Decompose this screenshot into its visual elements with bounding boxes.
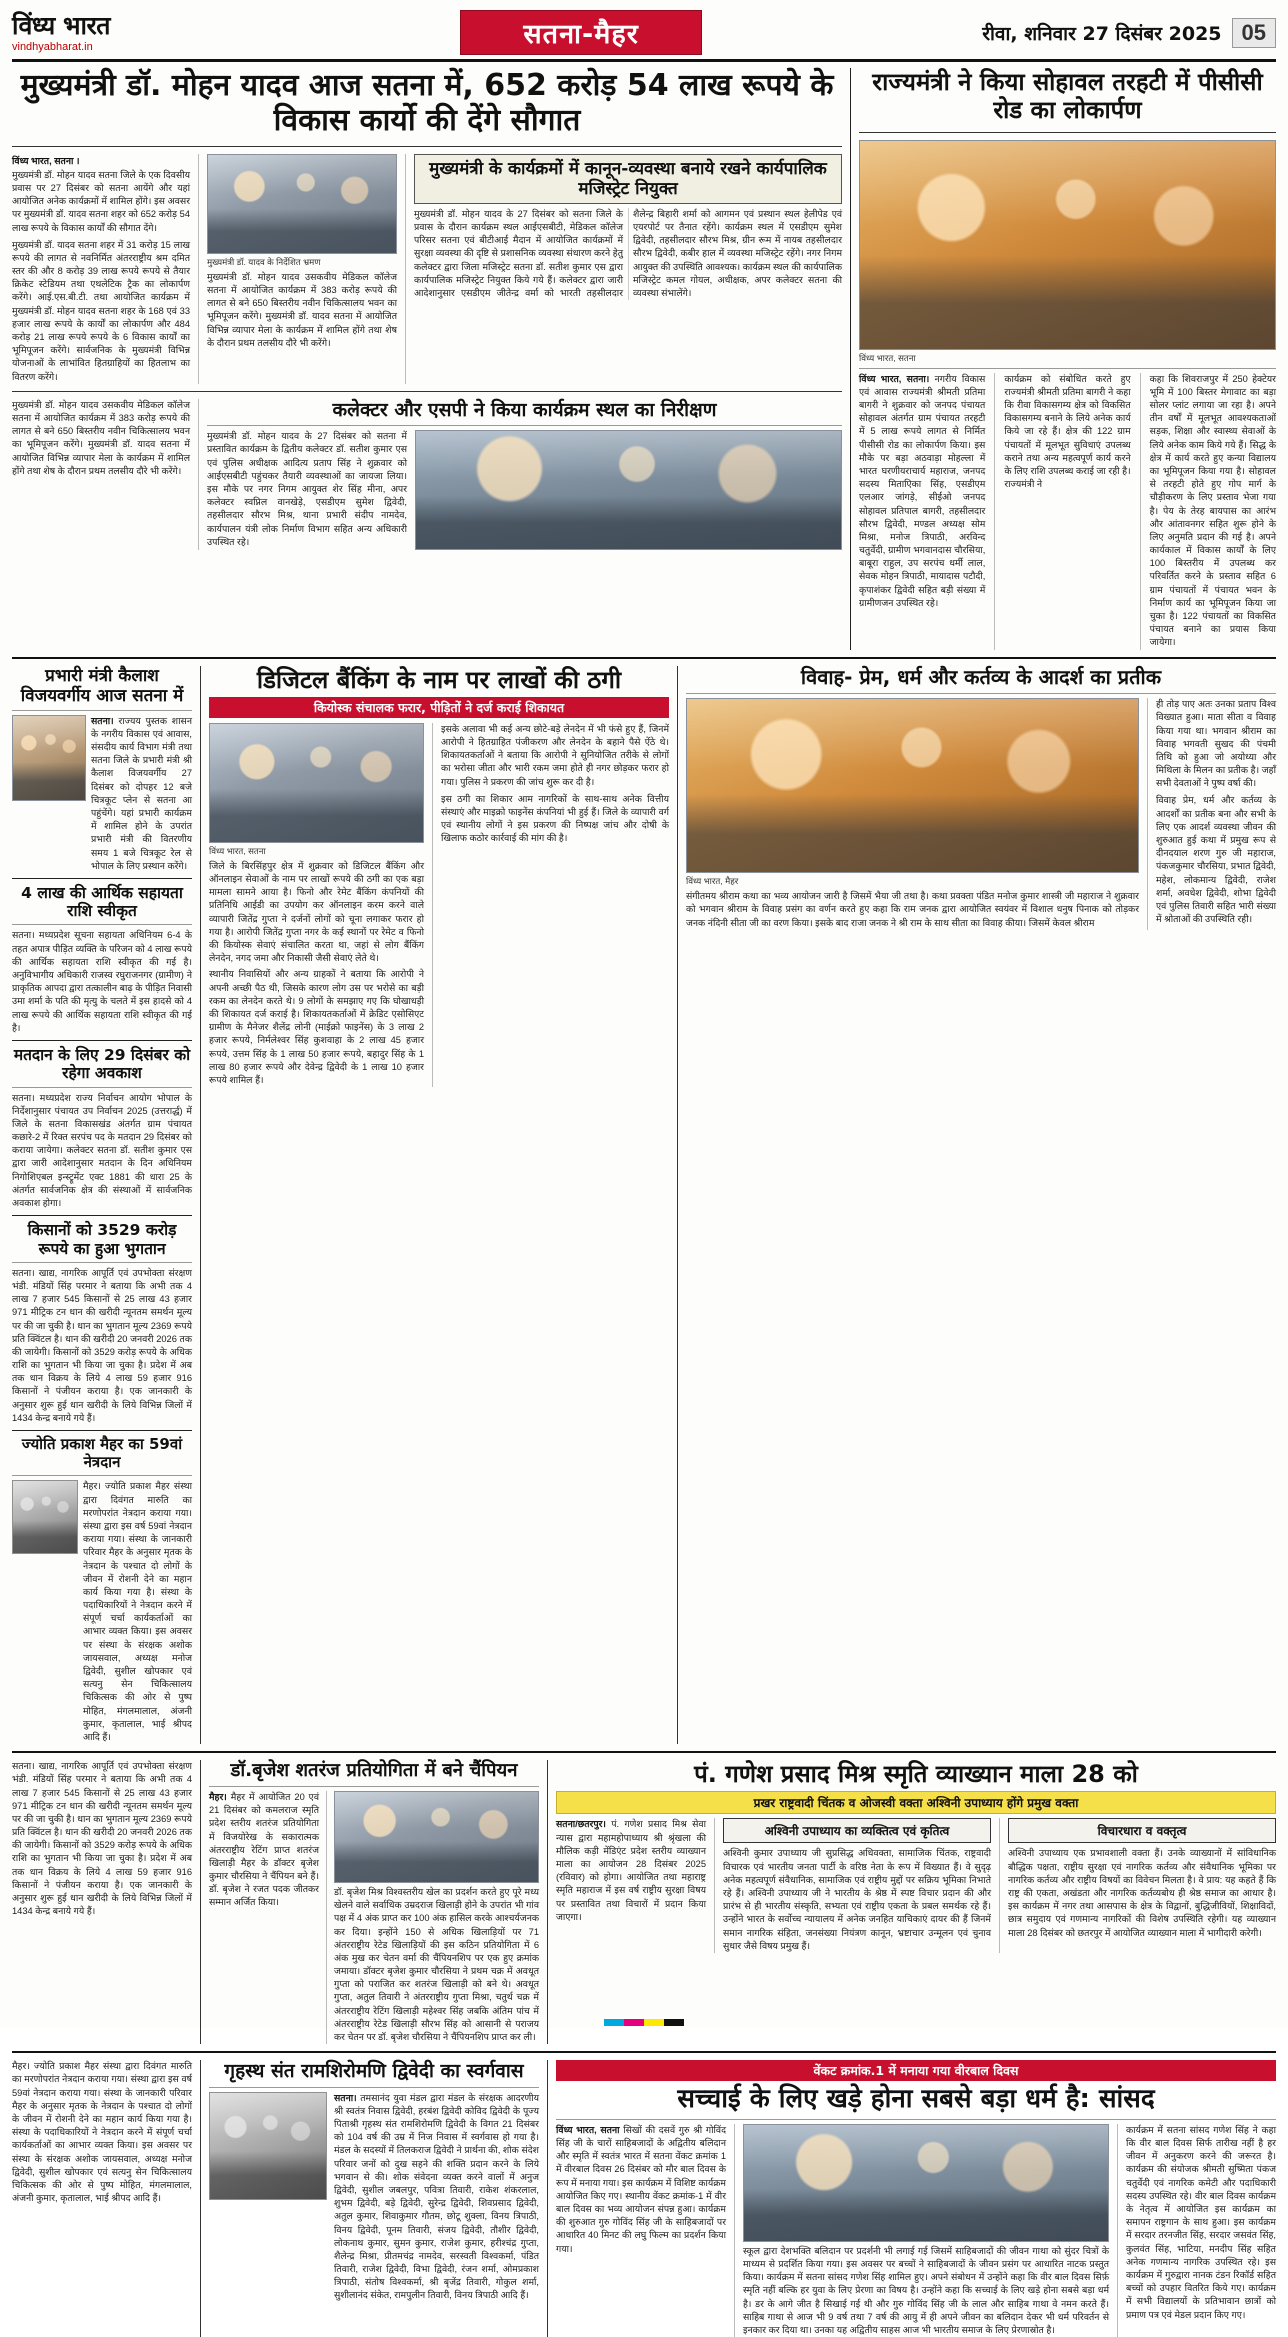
lead-para-3: मुख्यमंत्री डॉ. मोहन यादव उसकवीय मेडिकल कॉलेज सतना में आयोजित कार्यक्रम में 383 करोड़ रूपये की लागत से बने 650 बिस्तरीय नवीन चिकित्सालय भवन का भूमिपूजन करेंगे। मुख्यमंत्री डॉ. यादव सतना में आयोजित विभिन्न व्यापार मेला के कार्यक्रम में शामिल होंगे तथा शेष के दौरान प्रथम तलसीय दौरे भी करेंगे। (207, 271, 397, 348)
chess-headline: डॉ.बृजेश शतरंज प्रतियोगिता में बने चैंपियन (230, 1760, 518, 1782)
eye-text: मैहर। ज्योति प्रकाश मैहर संस्था द्वारा दिवंगत मारुति का मरणोपरांत नेत्रदान कराया गया। संस्था द्वारा इस वर्ष 59वां नेत्रदान कराया गया। संस्था के जानकारी परिवार मैहर के अनुसार मृतक के नेत्रदान के पश्चात दो लोगों के जीवन में रोशनी देने का महान कार्य किया गया है। संस्था के पदाधिकारियों ने नेत्रदान करने में संपूर्ण चर्चा कार्यकर्ताओं का आभार व्यक्त किया। इस अवसर पर संस्था के संरक्षक अशोक जायसवाल, अध्यक्ष मनोज द्विवेदी, सुशील खोपकार एवं सत्यनु सेन चिकित्सालय चिकित्सक की ओर से पुष्प मोहित, मंगलमालाल, अंजनी कुमार, कृतालाल, भाई श्रीपद आदि हैं। (83, 1481, 192, 1742)
left-rail-continued (12, 1760, 192, 2044)
lead-para-1: मुख्यमंत्री डॉ. मोहन यादव सतना जिले के एक दिवसीय प्रवास पर 27 दिसंबर को सतना आयेंगे और यहां आयोजित अनेक कार्यक्रमों में शामिल होंगे। इस अवसर पर मुख्यमंत्री डॉ. यादव सतना शहर को 652 करोड़ 54 लाख रूपये के विकास कार्यों की सौगात देंगे। (12, 169, 190, 233)
lecture-subhead: प्रखर राष्ट्रवादी चिंतक व ओजस्वी वक्ता अश्विनी उपाध्याय होंगे प्रमुख वक्ता (556, 1791, 1276, 1814)
side2-text: मुख्यमंत्री डॉ. मोहन यादव के 27 दिसंबर को सतना में प्रस्तावित कार्यक्रम के द्वितीय कलेक्टर डॉ. सतीश कुमार एस एवं पुलिस अधीक्षक आदित्य प्रताप सिंह ने शुक्रवार को आईएसबीटी पहुंचकर तैयारी व्यवस्थाओं का जायजा लिया। इस मौके पर नगर निगम आयुक्त शेर सिंह मीना, अपर कलेक्टर स्वप्निल वानखेड़े, एसडीएम सुमेश द्विवेदी, तहसीलदार सौरभ मिश्र, थाना प्रभारी संदीप नामदेव, कार्यपालन यंत्री लोक निर्माण विभाग सहित अन्य अधिकारी उपस्थित रहे। (207, 431, 407, 547)
veerbal-para-3: कार्यक्रम में सतना सांसद गणेश सिंह ने कहा कि वीर बाल दिवस सिर्फ तारीख नहीं है हर जीवन में अनुकरण करने की जरूरत है। कार्यक्रम की संयोजक श्रीमती सुष्मिता पंकज चतुर्वेदी एवं नागरिक कमेटी और पदाधिकारी सदस्य उपस्थित रहे। वीर बाल दिवस कार्यक्रम के नेतृत्व में आयोजित इस कार्यक्रम का समापन राष्ट्रगान के साथ हुआ। इस कार्यक्रम में सरदार तरनजीत सिंह, सरदार जसवंत सिंह, कुलवंत सिंह, भाटिया, मनदीप सिंह सहित अनेक गणमान्य नागरिक उपस्थित रहे। इस कार्यक्रम में गुरुद्वारा नानक टंडन रिकॉर्ड सहित बच्चों को उपहार वितरित किये गए। कार्यक्रम में सभी विद्यालयों के प्रतिभावान छात्रों को प्रमाण पत्र एवं मेडल प्रदान किए गए। (1126, 2124, 1276, 2320)
veerbal-dateline: विंध्य भारत, सतना (556, 2124, 620, 2135)
veerbal-subhead: वेंकट क्रमांक.1 में मनाया गया वीरबाल दिवस (556, 2060, 1276, 2081)
side2-headline: कलेक्टर और एसपी ने किया कार्यक्रम स्थल का निरीक्षण (332, 398, 717, 421)
lead-headline: मुख्यमंत्री डॉ. मोहन यादव आज सतना में, 652 करोड़ 54 लाख रूपये के विकास कार्यो की देंगे सौगात (20, 68, 834, 139)
right-top-para-3: कहा कि शिवराजपुर में 250 हेक्टेयर भूमि में 100 बिस्तर मेगावाट का बड़ा सोलर प्लांट लगाया जा रहा है। अपने तीन वर्षों में मूलभूत आवश्यकताओं सड़क, शिक्षा और स्वास्थ्य सेवाओं के लिये अनेक काम किये गये हैं। सिद्ध के क्षेत्र में कार्य करते हुए कन्या विद्यालय का भूमिपूजन किया गया है। सोहावल से तरहटी होते हुए गोप मार्ग के चौड़ीकरण के लिए प्रस्ताव भेजा गया है। पेय के तेरह बायपास का आरंभ और आंतावनगर सहित शुरू होने के लिए अनुमति प्रदान की गई है। अपने कार्यकाल में विकास कार्यों के लिए 100 बिस्तरीय में उपलब्ध कर परिवर्तित करने के प्रस्ताव सहित 6 ग्राम पंचायतों में पंचायत भवन के निर्माण कार्य का भूमिपूजन किया जा चुका है। 122 पंचायतों का विकसित पंचायत बनाने का प्रयास किया जायेगा। (1149, 373, 1276, 648)
masthead-right (982, 10, 1276, 55)
lead-story (12, 68, 842, 650)
masthead (12, 10, 1276, 62)
lecture-dateline: सतना/छतरपुर। (556, 1819, 606, 1830)
chess-para-2: डॉ. बृजेश मिश्र विश्वस्तरीय खेल का प्रदर्शन करते हुए पूरे मध्य खेलने वाले सर्वाधिक उम्रदराज खिलाड़ी होने के उपरांत भी गांव पक्ष में 4 अंक प्राप्त कर 100 अंक हासिल करके आश्चर्यजनक कर दिया। इन्होंने 150 से अधिक खिलाड़ियों पर 71 अंतरराष्ट्रीय रेटेड खिलाड़ियों की इस कठिन प्रतियोगिता में 6 अंक मुख कर चेतन वर्मा की चैंपियनशिप पर एक हुए क्रमांक जमाया। डॉक्टर बृजेश कुमार चौरसिया ने प्रथम चक्र में अवधूत गुप्ता को पराजित कर शतरंज खिलाड़ी को बने थे। अवधूत गुप्ता, अतुल तिवारी ने अंतरराष्ट्रीय गुप्ता मिश्रा, चतुर्थ चक्र में अंतरराष्ट्रीय रेटिंग खिलाड़ी महेश्वर सिंह जबकि अंतिम पांच में अंतरराष्ट्रीय रेटेड खिलाड़ी सौरभ सिंह को आसानी से पराजय कर चेतन पर डॉ. बृजेश चौरसिया ने चैंपियनशिप प्राप्त कर ली। (334, 1886, 539, 2043)
bottom-band (12, 2060, 1276, 2337)
eye-donor-photo (12, 1480, 78, 1554)
lead-para-2: मुख्यमंत्री डॉ. यादव सतना शहर में 31 करोड़ 15 लाख रूपये की लागत से नवनिर्मित अंतरराष्ट्रीय श्रम दमित स्तर की और 8 करोड़ 39 लाख रूपये रूपये से तैयार क्रिकेट स्टेडियम तथा एथलेटिक ट्रैक का लोकार्पण करेंगे। आई.एस.बी.टी. तथा आयोजित कार्यक्रम में मुख्यमंत्री डॉ. मोहन यादव सतना शहर के 168 एवं 33 हजार लाख रूपये के कार्यों का लोकार्पण और 484 करोड़ 21 लाख रूपये रूपये के 6 विकास कार्यों का भूमिपूजन करेंगे। सार्वजनिक के मुख्यमंत्री विभिन्न योजनाओं के लाभांवित हितग्राहियों का हितलाभ का वितरण करेंगे। (12, 239, 190, 382)
right-top-para-2: कार्यक्रम को संबोधित करते हुए राज्यमंत्री श्रीमती प्रतिमा बागरी ने कहा कि रीवा विकासगम्य क्षेत्र को विकसित विकासगम्य बनाने के लिये अनेक कार्य किये जा रहे हैं। क्षेत्र की 122 ग्राम पंचायतों में मूलभूत सुविधाएं उपलब्ध कराने तथा अन्य महत्वपूर्ण कार्य करने के लिए राशि उपलब्ध कराई जा रही है। राज्यमंत्री ने (1004, 373, 1131, 490)
right-top-photo (859, 140, 1276, 350)
wedding-para-3: विवाह प्रेम, धर्म और कर्तव्य के आदर्शों का प्रतीक बना और सभी के लिए एक आदर्श व्यवस्था जीवन की शुरुआत हुई कथा में प्रमुख रूप से दीनदयाल शरण गुरु जी महाराज, पंकजकुमार चौरसिया, प्रभात द्विवेदी, महेश, लोकमान्य द्विवेदी, राजेश शर्मा, अवधेश द्विवेदी, शोभा द्विवेदी एवं पुलिस तिवारी सहित भारी संख्या में श्रोताओं की उपस्थिति रही। (1156, 795, 1276, 925)
edition-date: रीवा, शनिवार 27 दिसंबर 2025 (982, 22, 1222, 45)
right-top-headline: राज्यमंत्री ने किया सोहावल तरहटी में पीसीसी रोड का लोकार्पण (872, 68, 1263, 125)
right-top-para-1: नगरीय विकास एवं आवास राज्यमंत्री श्रीमती प्रतिमा बागरी ने शुक्रवार को जनपद पंचायत सोहावल अंतर्गत ग्राम पंचायत तरहटी में 5 लाख रूपये लागत से निर्मित पीसीसी रोड का लोकार्पण किया। इस मौके पर बड़ा अठवाड़ा मोहल्ला में भारत घरणीयराचार्य महाराज, जनपद सदस्य मिताएिका सिंह, एसडीएम एलआर जांगड़े, सीईओ जनपद सोहावल प्रतिपाल बागरी, तहसीलदार सौरभ द्विवेदी, मण्डल अध्यक्ष सोम मिश्रा, मनोज त्रिपाठी, अरविन्द चतुर्वेदी, ग्रामीण भगवानदास चौरसिया, बाबूरा राहुल, उप सरपंच धर्मी लाल, सेवक मोहन त्रिपाठी, मायादास पटौदी, कृपाशंकर द्विवेदी सहित बड़ी संख्या में ग्रामीणजन उपस्थित रहे। (859, 373, 986, 608)
obituary-headline: गृहस्थ संत रामशिरोमणि द्विवेदी का स्वर्गवास (224, 2060, 524, 2083)
lecture-para-2: अश्विनी कुमार उपाध्याय जी सुप्रसिद्ध अधिवक्ता, सामाजिक चिंतक, राष्ट्रवादी विचारक एवं भारतीय जनता पार्टी के वरिष्ठ नेता के रूप में विख्यात हैं। वे सुदृढ़ अनेक महत्वपूर्ण संवैधानिक, सामाजिक एवं राष्ट्रीय मुद्दों पर सक्रिय भूमिका निभाते रहे हैं। अश्विनी उपाध्याय जी ने भारतीय के श्रेष्ठ में स्पष्ट विचार प्रदान की और प्रारंभ से ही भारतीय संस्कृति, सभ्यता एवं राष्ट्रीय एकता के प्रबल समर्थक रहे हैं। उन्होंने भारत के सर्वोच्च न्यायालय में अनेक जनहित याचिकाएं दायर की हैं जिनमें समान नागरिक संहिता, जनसंख्या नियंत्रण कानून, भ्रष्टाचार उन्मूलन एवं चुनाव सुधार जैसे विषय प्रमुख हैं। (723, 1848, 991, 1951)
obituary-story (209, 2060, 539, 2337)
right-top-dateline: विंध्य भारत, सतना। (859, 373, 930, 384)
left-rail (12, 666, 192, 1745)
chess-story (209, 1760, 539, 2044)
side1-headline: मुख्यमंत्री के कार्यक्रमों में कानून-व्यवस्था बनाये रखने कार्यपालिक मजिस्ट्रेट नियुक्त (414, 154, 842, 204)
lecture-col-head-1: अश्विनी उपाध्याय का व्यक्तित्व एवं कृतित्व (723, 1818, 991, 1843)
side2-photo (415, 430, 842, 550)
middle-band (12, 666, 1276, 1745)
minister-photo (12, 715, 86, 801)
aid-headline: 4 लाख की आर्थिक सहायता राशि स्वीकृत (21, 883, 183, 921)
veerbal-headline: सच्चाई के लिए खड़े होना सबसे बड़ा धर्म है: सांसद (677, 2084, 1155, 2115)
lecture-para-3: अश्विनी उपाध्याय एक प्रभावशाली वक्ता हैं। उनके व्याख्यानों में सांविधानिक बौद्धिक पक्षता, राष्ट्रीय सुरक्षा एवं नागरिक कर्तव्य और संवैधानिक भूमिका पर नागरिक कर्तव्य और राष्ट्रीय विषयों का विवेचन मिलता है। वे प्राय: यह कहते हैं कि राष्ट्र की एकता, अखंडता और नागरिक कर्तव्यबोध ही श्रेष्ठ समाज का आधार है। इस कार्यक्रम में नगर तथा आसपास के क्षेत्र के विद्वानों, बुद्धिजीवियों, शिक्षाविदों, छात्र समुदाय एवं गणमान्य नागरिकों की विशेष उपस्थिति रहेगी। यह व्याख्यान माला 28 दिसंबर को छतरपुर में आयोजित व्याख्यान माला में भागीदारी करेगी। (1008, 1848, 1276, 1938)
holiday-headline: मतदान के लिए 29 दिसंबर को रहेगा अवकाश (13, 1045, 191, 1083)
top-band (12, 68, 1276, 650)
chess-para-1: मैहर में आयोजित 20 एवं 21 दिसंबर को कमलराज स्मृति प्रदेश स्तरीय शतरंज प्रतियोगिता में विजयोरेख के सकारात्मक अंतरराष्ट्रीय रेटिंग प्राप्त शतरंज खिलाड़ी मैहर के डॉक्टर बृजेश कुमार चौरसिया ने चैंपियन बने हैं। डॉ. बृजेश ने रजत पदक जीतकर सम्मान अर्जित किया। (209, 1791, 319, 1908)
third-band (12, 1760, 1276, 2044)
obituary-text: तमसानंद युवा मंडल द्वारा मंडल के संरक्षक आदरणीय श्री स्वतंत्र निवास द्विवेदी, हरबंश द्विवेदी कोविद द्विवेदी के पूज्य पिताश्री गृहस्थ संत रामशिरोमणि द्विवेदी के विगत 21 दिसंबर को 104 वर्ष की उम्र में निज निवास में स्वर्गवास हो गया है। मंडल के सदस्यों में तिलकराज द्विवेदी ने प्रार्थना की, शोक संदेश परिवार जनों को दुख सहने की शक्ति प्रदान करने के लिये भगवान से की। शोक संवेदना व्यक्त करने वालों में अनुज द्विवेदी, सुशील जबलपुर, पवित्रा तिवारी, राकेश शंकरलाल, शुभम द्विवेदी, बड़े द्विवेदी, सुरेन्द्र द्विवेदी, शिवप्रसाद द्विवेदी, अतुल कुमार, शिवाकुमार गौतम, छोटू शुक्ला, विनय त्रिपाठी, विनय द्विवेदी, पूनम तिवारी, संजय द्विवेदी, तौशीर द्विवेदी, लोकनाथ कुमार, सुमन कुमार, राजेश कुमार, हरीश्चंद्र गुप्ता, शैलेन्द्र मिश्रा, प्रीतमचंद्र नामदेव, सरस्वती विश्वकर्मा, पंडित तिवारी, राजेश द्विवेदी, विभा द्विवेदी, रंजन शर्मा, ओमप्रकाश त्रिपाठी, संतोष विश्वकर्मा, श्री बृजेंद्र तिवारी, गोकुल शर्मा, सुशीलानंद संकेत, रामपुलीन तिवारी, विनय त्रिपाठी आदि हैं। (334, 2092, 539, 2301)
wedding-para-2: ही तोड़ पाए अतः उनका प्रताप विश्व विख्यात हुआ। माता सीता व विवाह किया गया था। भगवान श्रीराम का विवाह भगवती सुखद की पंचमी तिथि को हुआ जो अयोध्या और मिथिला के मिलन का प्रतीक है। जहाँ सभी देवताओं ने पुष्प वर्षा की। (1156, 699, 1276, 789)
minister-text: राज्यय पुस्तक शासन के नगरीय विकास एवं आवास, संसदीय कार्य विभाग मंत्री तथा सतना जिले के प्रभारी मंत्री श्री कैलाश विजयवर्गीय 27 दिसंबर को दोपहर 12 बजे चित्रकूट प्लेन से सतना आ पहुंचेंगे। यहां प्रभारी कार्यक्रम में शामिल होने के उपरांत प्रभारी मंत्री की वितरणीय समय 1 बजे चित्रकूट रेल से भोपाल के लिए प्रस्थान करेंगे। (91, 715, 192, 871)
obituary-photo (209, 2092, 327, 2200)
obituary-dateline: सतना। (334, 2092, 357, 2103)
page-number: 05 (1232, 18, 1276, 48)
banking-para-4: इस ठगी का शिकार आम नागरिकों के साथ-साथ अनेक वित्तीय संस्थाएं और माइक्रो फाइनेंस कंपनियां भी हुई हैं। जिले के व्यापारी वर्ग एवं स्थानीय लोगों ने इस प्रकरण की निष्पक्ष जांच और दोषी के खिलाफ कठोर कार्रवाई की मांग की है। (441, 793, 669, 844)
edition-banner: सतना-मैहर (460, 10, 701, 55)
wedding-headline: विवाह- प्रेम, धर्म और कर्तव्य के आदर्श का प्रतीक (800, 664, 1162, 689)
lecture-headline: पं. गणेश प्रसाद मिश्र स्मृति व्याख्यान माला 28 को (694, 1760, 1138, 1789)
lecture-col-head-2: विचारधारा व वक्तृत्व (1008, 1818, 1276, 1843)
lead-left-spill: मुख्यमंत्री डॉ. मोहन यादव उसकवीय मेडिकल कॉलेज सतना में आयोजित कार्यक्रम में 383 करोड़ रूपये की लागत से बने 650 बिस्तरीय नवीन चिकित्सालय भवन का भूमिपूजन करेंगे। मुख्यमंत्री डॉ. यादव सतना में आयोजित विभिन्न व्यापार मेला के कार्यक्रम में शामिल होंगे तथा शेष के दौरान प्रथम तलसीय दौरे भी करेंगे। (12, 399, 190, 476)
banking-subhead: कियोस्क संचालक फरार, पीड़ितों ने दर्ज कराई शिकायत (209, 697, 669, 718)
veerbal-story (556, 2060, 1276, 2337)
minister-dateline: सतना। (91, 715, 114, 726)
lead-dateline: विंध्य भारत, सतना । (12, 155, 80, 166)
lead-photo-caption: मुख्यमंत्री डॉ. यादव के निर्देशित भ्रमण (207, 256, 321, 267)
banking-photo (209, 723, 424, 843)
banking-para-3: इसके अलावा भी कई अन्य छोटे-बड़े लेनदेन में भी फंसे हुए हैं, जिनमें आरोपी ने हितग्राहित पंजीकरण और लेनदेन के बहाने पैसे ऐंठे थे। शिकायतकर्ताओं ने बताया कि आरोपी ने सुनियोजित तरीके से लोगों का भरोसा जीता और भारी रकम जमा होते ही नगर छोड़कर फरार हो गया। पुलिस ने प्रकरण की जांच शुरू कर दी है। (441, 723, 669, 787)
banking-headline: डिजिटल बैंकिंग के नाम पर लाखों की ठगी (256, 665, 622, 694)
veerbal-para-1: सिखों की दसवें गुरु श्री गोविंद सिंह जी के चारों साहिबजादों के अद्वितीय बलिदान और स्मृति में स्वतंत्र भारत में सतना वेंकट क्रमांक 1 में वीरबाल दिवस 26 दिसंबर को मौर बाल दिवस के रूप में मनाया गया। इस कार्यक्रम में विशिष्ट कार्यक्रम आयोजित किए गए। स्थानीय वेंकट क्रमांक-1 में वीर बाल दिवस का भव्य आयोजन संपन्न हुआ। कार्यक्रम की शुरुआत गुरु गोविंद सिंह जी के साहिबजादों पर आधारित 40 मिनट की लघु फिल्म का प्रदर्शन किया गया। (556, 2124, 727, 2254)
side1-text: मुख्यमंत्री डॉ. मोहन यादव के 27 दिसंबर को सतना जिले के प्रवास के दौरान कार्यक्रम स्थल आईएसबीटी, मेडिकल कॉलेज परिसर सतना एवं बीटीआई मैदान में आयोजित कार्यक्रमों में सुरक्षा व्यवस्था की दृष्टि से प्रशासनिक व्यवस्था संधारण करने हेतु कलेक्टर द्वारा जिला मजिस्ट्रेट सतना डॉ. सतीश कुमार एस द्वारा कार्यपालिक मजिस्ट्रेट नियुक्त किये गये हैं। कलेक्टर द्वारा जारी आदेशानुसार एसडीएम जीतेन्द्र वर्मा को भारती तहसीलदार शैलेन्द्र बिहारी शर्मा को आगमन एवं प्रस्थान स्थल हेलीपेड एवं एयरपोर्ट पर तैनात रहेंगे। कार्यक्रम स्थल में एसडीएम सुमेश द्विवेदी, तहसीलदार सौरभ मिश्र, ग्रीन रूम में नायब तहसीलदार सौरभ द्विवेदी, कबीर हाल में व्यवस्था मजिस्ट्रेट रहेंगे। नगर निगम आयुक्त की उपस्थिति आवश्यक। कार्यक्रम स्थल की कार्यपालिक मजिस्ट्रेट कमल गोयल, अधीक्षक, अपर कलेक्टर सतना की व्यवस्था संभालेंगे। (414, 208, 842, 298)
eye-headline: ज्योति प्रकाश मैहर का 59वां नेत्रदान (21, 1435, 183, 1471)
wedding-caption: विंध्य भारत, मैहर (686, 876, 739, 887)
masthead-logo[interactable] (12, 10, 180, 55)
payment-headline: किसानों को 3529 करोड़ रूपये का हुआ भुगतान (27, 1221, 177, 1258)
banking-para-1: जिले के बिरसिंहपुर क्षेत्र में शुक्रवार को डिजिटल बैंकिंग और ऑनलाइन सेवाओं के नाम पर लाखों रूपये की ठगी का एक बड़ा मामला सामने आया है। फिनो और रेमेट बैंकिंग कंपनियों की प्रतिनिधि आईडी का उपयोग कर ऑनलाइन करम करने वाले व्यापारी जितेंद्र गुप्ता ने दर्जनों लोगों को चूना लगाकर फरार हो गया है। आरोपी जितेंद्र गुप्ता नगर के कई स्थानों पर रेमेट व फिनो की कियोस्क सेवाएं संचालित करता था, जहां से लोग बैंकिंग लेनदेन, नगद जमा और निकासी जैसी सेवाएं लेते थे। (209, 860, 424, 964)
holiday-text: सतना। मध्यप्रदेश राज्य निर्वाचन आयोग भोपाल के निर्देशानुसार पंचायत उप निर्वाचन 2025 (उत्तरार्द्ध) में जिले के सतना विकासखंड अंतर्गत ग्राम पंचायत कछारे-2 में रिक्त सरपंच पद के मतदान 29 दिसंबर को कराया जायेगा। कलेक्टर सतना डॉ. सतीश कुमार एस द्वारा जारी आदेशानुसार मतदान के दिन अधिनियम निगोशिएबल इन्स्ट्रूमेंट एक्ट 1881 की धारा 25 के अंतर्गत सार्वजनिक क्षेत्र की संस्थाओं में सार्वजनिक अवकाश होगा। (12, 1092, 192, 1209)
lecture-para-1: पं. गणेश प्रसाद मिश्र सेवा न्यास द्वारा महामहोपाध्याय श्री श्रृंखला की मौलिक कड़ी मेंडिएंट प्रदेश स्तरीय व्याख्यान माला का आयोजन 28 दिसंबर 2025 (रविवार) को होगा। आयोजित तथा महाराष्ट्र स्मृति महाराज में इस वर्ष राष्ट्रीय सुरक्षा विषय पर प्रस्तावित तथा विचारों में प्रदान किया जाएगा। (556, 1819, 706, 1922)
veerbal-photo (743, 2124, 1109, 2242)
eye-rail-continued (12, 2060, 192, 2337)
wedding-para-1: संगीतमय श्रीराम कथा का भव्य आयोजन जारी है जिसमें भैया जी तथा है। कथा प्रवक्ता पंडित मनोज कुमार शास्त्री जी महाराज ने शुक्रवार को भगवान श्रीराम के विवाह प्रसंग का वर्णन करते हुए कहा कि राम जनक द्वारा आयोजित स्वयंवर में विशाल धनुष पिनाक को तोड़कर जनक नंदिनी सीता जी का वरण किया। इसके बाद राजा जनक ने श्री राम के साथ सीता का विवाह कीया। जिसमें केवल श्रीराम (686, 891, 1139, 928)
veerbal-para-2: स्कूल द्वारा देशभक्ति बलिदान पर प्रदर्शनी भी लगाई गई जिसमें साहिबजादों की जीवन गाथा को सुंदर चित्रों के माध्यम से प्रदर्शित किया गया। इस अवसर पर बच्चों ने साहिबजादों के जीवन प्रसंग पर आधारित नाटक प्रस्तुत किया। कार्यक्रम में सतना सांसद गणेश सिंह शामिल हुए। अपने संबोधन में उन्होंने कहा कि वीर बाल दिवस सिर्फ़ स्मृति नहीं बल्कि हर युवा के लिए प्रेरणा का विषय है। उन्होंने कहा कि सच्चाई के लिए खड़े होना सबसे बड़ा धर्म है। डर के आगे जीत है सिखाई गई थी और गुरु गोविंद सिंह जी के लाल और साहिब गाथा वे नमन करते हैं। साहिब गाथा से आज भी 9 वर्ष तथा 7 वर्ष की आयु में ही अपने जीवन का बलिदान देकर भी धर्म परिवर्तन से इनकार कर दिया था। उनका यह अद्वितीय साहस आज भी भारतीय समाज के लिए प्रेरणास्रोत है। (743, 2245, 1109, 2336)
eye-text-spill: मैहर। ज्योति प्रकाश मैहर संस्था द्वारा दिवंगत मारुति का मरणोपरांत नेत्रदान कराया गया। संस्था द्वारा इस वर्ष 59वां नेत्रदान कराया गया। संस्था के जानकारी परिवार मैहर के अनुसार मृतक के नेत्रदान के पश्चात दो लोगों के जीवन में रोशनी देने का महान कार्य किया गया है। संस्था के पदाधिकारियों ने नेत्रदान करने में संपूर्ण चर्चा कार्यकर्ताओं का आभार व्यक्त किया। इस अवसर पर संस्था के संरक्षक अशोक जायसवाल, अध्यक्ष मनोज द्विवेदी, सुशील खोपकार एवं सत्यनु सेन चिकित्सालय चिकित्सक की ओर से पुष्प मोहित, मंगलमालाल, अंजनी कुमार, कृतालाल, भाई श्रीपद आदि हैं। (12, 2061, 192, 2204)
wedding-photo (686, 698, 1139, 873)
chess-photo (334, 1791, 539, 1883)
edition-banner-wrap (180, 10, 982, 55)
banking-caption: विंध्य भारत, सतना (209, 845, 266, 856)
minister-headline: प्रभारी मंत्री कैलाश विजयवर्गीय आज सतना में (20, 665, 184, 706)
wedding-story (686, 666, 1276, 1745)
banking-para-2: स्थानीय निवासियों और अन्य ग्राहकों ने बताया कि आरोपी ने अपनी अच्छी पैठ थी, जिसके कारण लोग उस पर भरोसे का बड़ी रकम का लेनदेन करते थे। 9 लोगों के समझाए गए कि घोखाधड़ी की शिकायत दर्ज कराई है। शिकायतकर्ताओं में क्रेडिट एसोसिएट ग्रामीण के मैनेजर शैलेंद्र लोनी (माईक्रो फाइनेंस) के 3 लाख 2 हजार रूपये, निर्मलेश्वर सिंह कुशवाहा के 2 लाख 45 हजार रूपये, उत्तम सिंह के 1 लाख 50 हजार रूपये, बहादुर सिंह के 1 लाख 80 हजार रूपये और देवेन्द्र द्विवेदी के 1 लाख 10 हजार रूपये शामिल हैं। (209, 969, 424, 1085)
website-url[interactable]: vindhyabharat.in (12, 40, 93, 53)
chess-dateline: मैहर। (209, 1791, 227, 1802)
right-top-story (859, 68, 1276, 650)
banking-story (209, 666, 669, 1745)
brand-name: विंध्य भारत (12, 10, 111, 40)
lecture-story (556, 1760, 1276, 2044)
print-color-bars (604, 2019, 684, 2026)
right-top-caption: विंध्य भारत, सतना (859, 352, 916, 363)
aid-text: सतना। मध्यप्रदेश सूचना सहायता अधिनियम 6-4 के तहत अपात्र पीड़ित व्यक्ति के परिजन को 4 लाख रूपये की आर्थिक सहायता राशि स्वीकृत की गई है। अनुविभागीय अधिकारी राजस्व रघुराजनगर (ग्रामीण) ने प्राकृतिक आपदा द्वारा तत्कालीन बाढ़ के पीड़ित निवासी उमा शर्मा के पति की मृत्यु के चलते में इस हादसे को 4 लाख रूपये की आर्थिक सहायता राशि स्वीकृत की गई है। (12, 930, 192, 1033)
payment-text: सतना। खाद्य, नागरिक आपूर्ति एवं उपभोक्ता संरक्षण भंडी. मंडियों सिंह परमार ने बताया कि अभी तक 4 लाख 7 हजार 545 किसानों से 25 लाख 43 हजार 971 मीट्रिक टन धान की खरीदी न्यूनतम समर्थन मूल्य पर की जा चुकी है। धान का भुगतान मूल्य 2369 रूपये प्रति क्विंटल है। धान की खरीदी 20 जनवरी 2026 तक की जायेगी। किसानों को 3529 करोड़ रूपये के अधिक राशि का भुगतान भी किया जा चुका है। प्रदेश में अब तक धान विक्रय के लिये 4 लाख 59 हजार 916 किसानों ने पंजीयन कराया है। एक जानकारी के अनुसार शुरू हुई धान खरीदी के लिये विभिन्न जिलों में 1434 केन्द्र बनाये गये हैं। (12, 1267, 192, 1423)
payment-text-spill: सतना। खाद्य, नागरिक आपूर्ति एवं उपभोक्ता संरक्षण भंडी. मंडियों सिंह परमार ने बताया कि अभी तक 4 लाख 7 हजार 545 किसानों से 25 लाख 43 हजार 971 मीट्रिक टन धान की खरीदी न्यूनतम समर्थन मूल्य पर की जा चुकी है। धान का भुगतान मूल्य 2369 रूपये प्रति क्विंटल है। धान की खरीदी 20 जनवरी 2026 तक की जायेगी। किसानों को 3529 करोड़ रूपये के अधिक राशि का भुगतान भी किया जा चुका है। प्रदेश में अब तक धान विक्रय के लिये 4 लाख 59 हजार 916 किसानों ने पंजीयन कराया है। एक जानकारी के अनुसार शुरू हुई धान खरीदी के लिये विभिन्न जिलों में 1434 केन्द्र बनाये गये हैं। (12, 1761, 192, 1917)
lead-photo (207, 154, 397, 254)
